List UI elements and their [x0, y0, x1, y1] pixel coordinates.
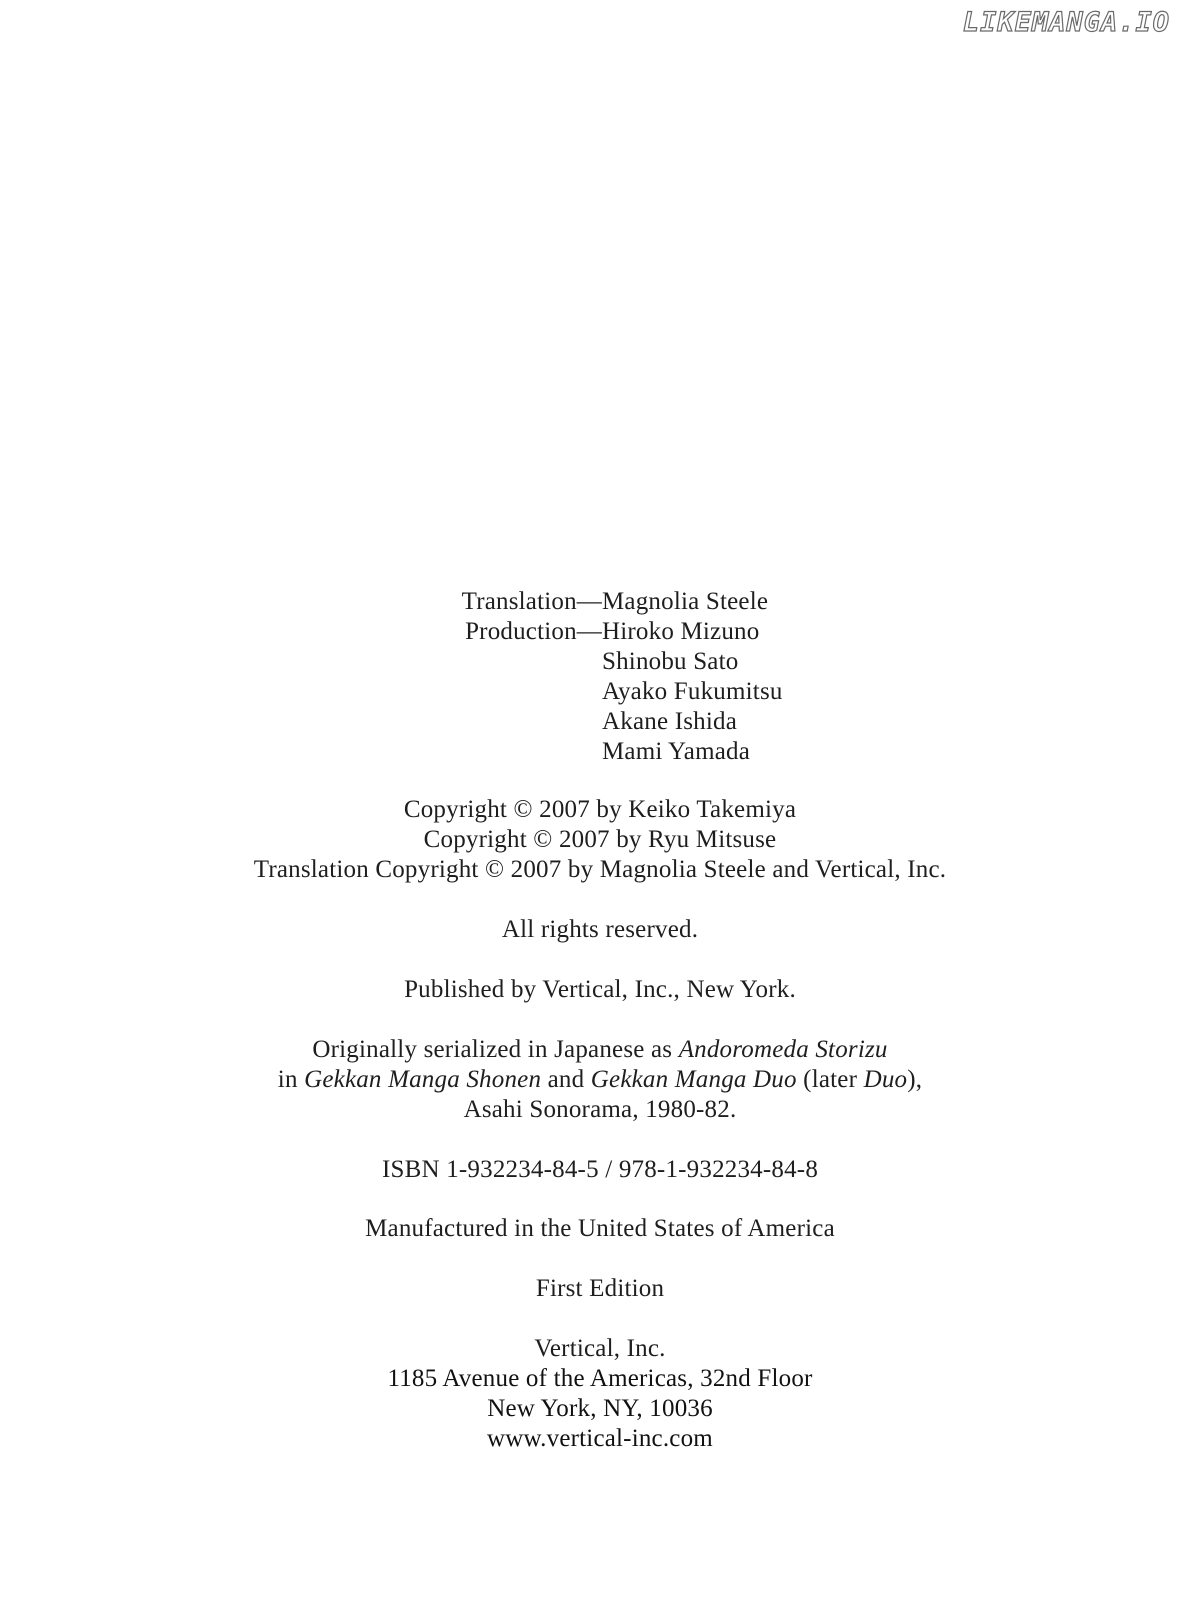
- magazine-title-1: Gekkan Manga Shonen: [304, 1066, 542, 1093]
- credit-name-production-2: Shinobu Sato: [602, 648, 739, 675]
- credit-role-production: Production—: [465, 618, 602, 645]
- copyright-line-3: Translation Copyright © 2007 by Magnolia Steele and Vertical, Inc.: [253, 856, 947, 883]
- publisher-street: 1185 Avenue of the Americas, 32nd Floor: [387, 1365, 813, 1392]
- published-by: Published by Vertical, Inc., New York.: [404, 976, 796, 1003]
- later-close: ),: [907, 1066, 923, 1093]
- publisher-url: www.vertical-inc.com: [487, 1425, 713, 1452]
- credit-name-production-1: Hiroko Mizuno: [602, 618, 760, 645]
- later-title: Duo: [863, 1066, 908, 1093]
- publisher-name: Vertical, Inc.: [534, 1335, 666, 1362]
- edition: First Edition: [535, 1275, 665, 1302]
- rights-reserved: All rights reserved.: [501, 916, 699, 943]
- publisher-city: New York, NY, 10036: [487, 1395, 713, 1422]
- credit-name-production-5: Mami Yamada: [602, 738, 751, 765]
- serialization-line-1: [0, 1035, 1200, 1065]
- credit-name-production-3: Ayako Fukumitsu: [602, 678, 783, 705]
- isbn: ISBN 1-932234-84-5 / 978-1-932234-84-8: [381, 1156, 819, 1183]
- magazine-title-2: Gekkan Manga Duo: [590, 1066, 797, 1093]
- manufactured-in: Manufactured in the United States of America: [365, 1215, 835, 1242]
- watermark-text: LIKEMANGA.IO: [962, 7, 1170, 38]
- credit-name-translation: Magnolia Steele: [602, 588, 769, 615]
- credit-role-translation: Translation—: [461, 588, 602, 615]
- serialization-line-3: Asahi Sonorama, 1980-82.: [463, 1096, 737, 1123]
- credit-name-production-4: Akane Ishida: [602, 708, 737, 735]
- later-open: (later: [796, 1066, 864, 1093]
- serialization-line-2: [0, 1065, 1200, 1095]
- serialization-prefix: Originally serialized in Japanese as: [312, 1036, 679, 1063]
- serialization-in: in: [277, 1066, 305, 1093]
- serialization-and: and: [541, 1066, 591, 1093]
- copyright-line-2: Copyright © 2007 by Ryu Mitsuse: [423, 826, 777, 853]
- serialization-title: Andoromeda Storizu: [678, 1036, 888, 1063]
- copyright-line-1: Copyright © 2007 by Keiko Takemiya: [403, 796, 797, 823]
